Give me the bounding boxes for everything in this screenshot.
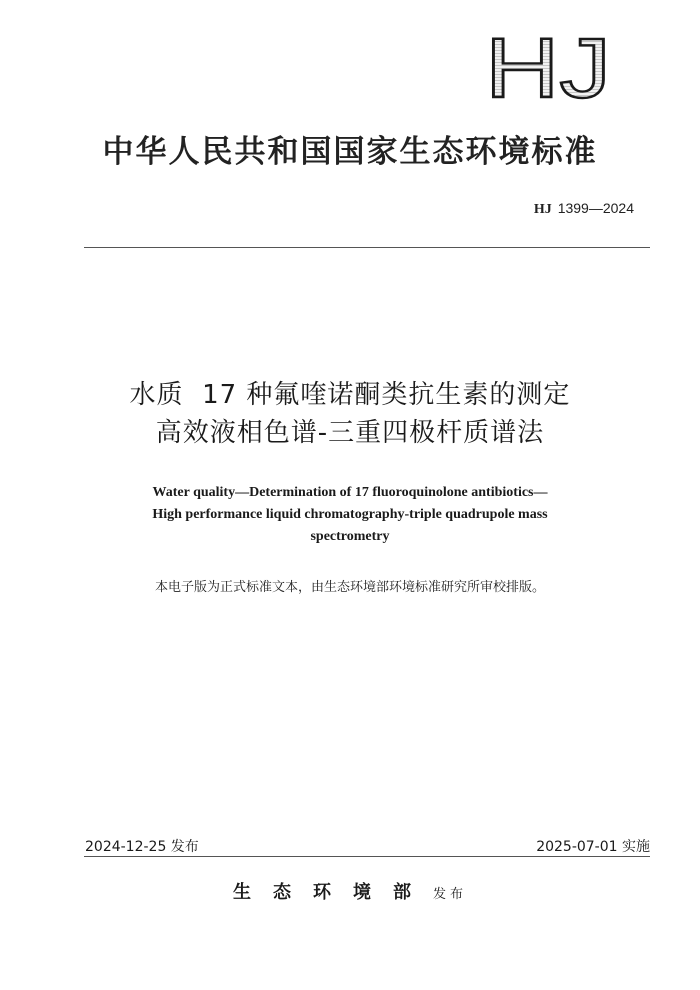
- english-title-line-1: Water quality—Determination of 17 fluoroquinolone antibiotics—: [152, 485, 548, 500]
- bottom-divider: [84, 856, 650, 857]
- standard-number: [534, 200, 634, 218]
- publisher-action: 发布: [432, 887, 467, 902]
- implementation-date: 2025-07-01 实施: [536, 839, 650, 855]
- chinese-title: [0, 376, 700, 452]
- issue-date: 2024-12-25 发布: [85, 839, 199, 855]
- chinese-title-line-2: 高效液相色谱-三重四极杆质谱法: [155, 418, 545, 448]
- publisher-org: 生态环境部: [232, 882, 433, 903]
- english-title: [0, 482, 700, 548]
- chinese-title-line-1: 水质 17 种氟喹诺酮类抗生素的测定: [129, 380, 571, 410]
- electronic-version-note: 本电子版为正式标准文本，由生态环境部环境标准研究所审校排版。: [154, 580, 545, 595]
- hj-logo: [482, 32, 614, 102]
- publisher-line: [0, 878, 700, 904]
- issuer-title: 中华人民共和国国家生态环境标准: [102, 134, 598, 170]
- english-title-line-3: spectrometry: [310, 529, 390, 544]
- english-title-line-2: High performance liquid chromatography-triple quadrupole mass: [152, 507, 548, 522]
- standard-code: 1399—2024: [557, 200, 634, 216]
- standard-prefix: HJ: [533, 202, 552, 217]
- top-divider: [84, 247, 650, 248]
- hj-logo-text: HJ: [485, 32, 611, 102]
